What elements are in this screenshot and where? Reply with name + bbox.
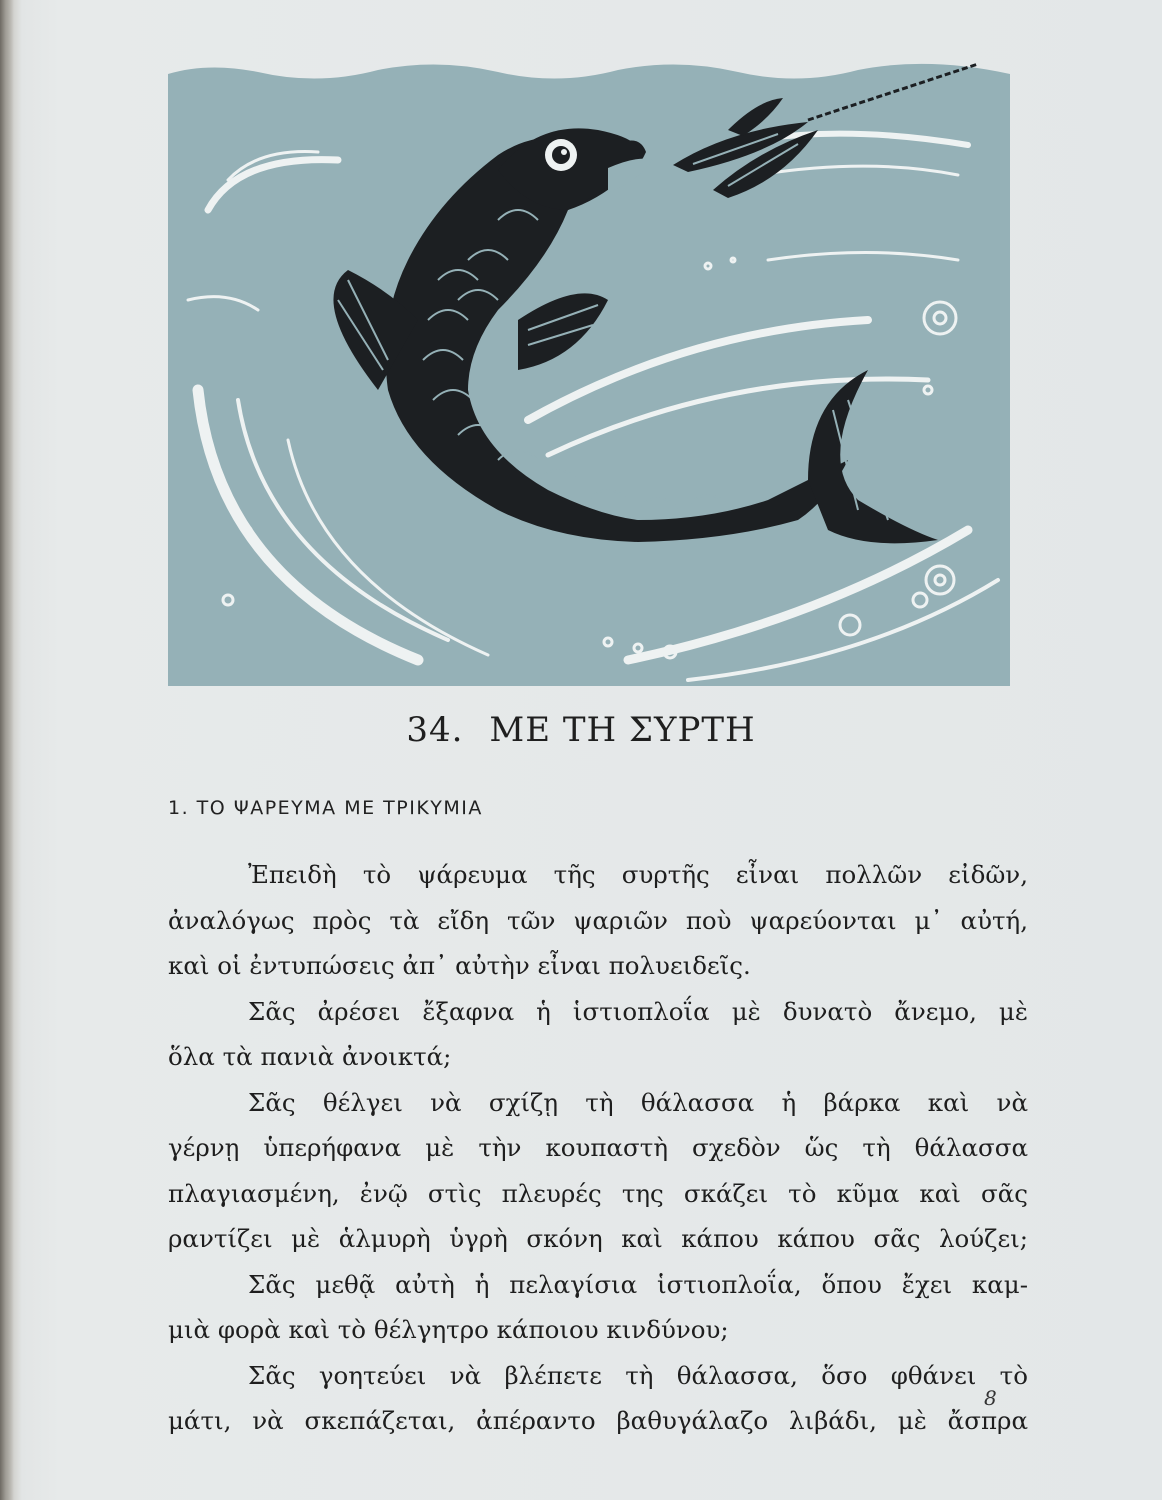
text-line: μάτι, νὰ σκεπάζεται, ἀπέραντο βαθυγάλαζο λιβάδι, μὲ ἄσπρα <box>168 1406 1028 1435</box>
section-heading: 1. ΤΟ ΨΑΡΕΥΜΑ ΜΕ ΤΡΙΚΥΜΙΑ <box>168 797 483 819</box>
chapter-title <box>0 710 1162 750</box>
fish-illustration-svg <box>168 60 1010 686</box>
fish-illustration <box>168 60 1010 686</box>
text-line: ἀναλόγως πρὸς τὰ εἴδη τῶν ψαριῶν ποὺ ψαρεύονται μ᾽ αὐτή, <box>168 905 1028 935</box>
text-line: Σᾶς μεθᾷ αὐτὴ ἡ πελαγίσια ἱστιοπλοΐα, ὅπου ἔχει καμ- <box>248 1269 1028 1299</box>
page-number: 8 <box>984 1386 997 1410</box>
book-spine-shadow <box>0 0 14 1500</box>
text-line: ὅλα τὰ πανιὰ ἀνοικτά; <box>168 1042 452 1071</box>
text-line: πλαγιασμένη, ἐνῷ στὶς πλευρές της σκάζει τὸ κῦμα καὶ σᾶς <box>168 1178 1028 1208</box>
text-line: καὶ οἱ ἐντυπώσεις ἀπ᾽ αὐτὴν εἶναι πολυειδεῖς. <box>168 951 751 980</box>
body-text <box>168 852 1028 1444</box>
text-line: μιὰ φορὰ καὶ τὸ θέλγητρο κάποιου κινδύνου; <box>168 1315 729 1344</box>
text-line: Ἐπειδὴ τὸ ψάρευμα τῆς συρτῆς εἶναι πολλῶν εἰδῶν, <box>248 860 1028 889</box>
text-line: ραντίζει μὲ ἁλμυρὴ ὑγρὴ σκόνη καὶ κάπου κάπου σᾶς λούζει; <box>168 1224 1028 1253</box>
text-line: Σᾶς θέλγει νὰ σχίζῃ τὴ θάλασσα ἡ βάρκα καὶ νὰ <box>248 1087 1028 1117</box>
text-line: Σᾶς ἀρέσει ἔξαφνα ἡ ἱστιοπλοΐα μὲ δυνατὸ ἄνεμο, μὲ <box>248 996 1028 1026</box>
text-line: Σᾶς γοητεύει νὰ βλέπετε τὴ θάλασσα, ὅσο φθάνει τὸ <box>248 1360 1028 1390</box>
chapter-number: 34. <box>406 710 464 750</box>
text-line: γέρνῃ ὑπερήφανα μὲ τὴν κουπαστὴ σχεδὸν ὥς τὴ θάλασσα <box>168 1133 1028 1162</box>
chapter-title-text: ΜΕ ΤΗ ΣΥΡΤΗ <box>489 710 756 750</box>
